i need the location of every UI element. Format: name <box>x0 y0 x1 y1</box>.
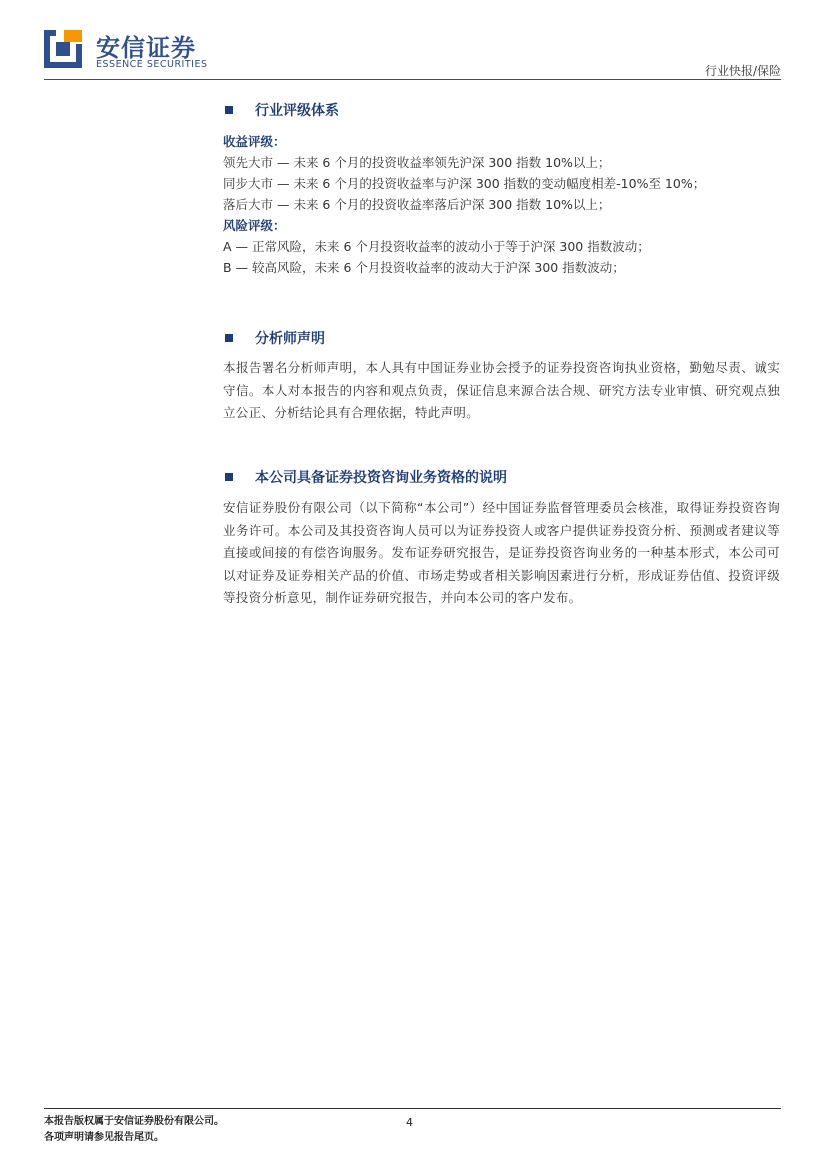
footer-divider <box>44 1108 781 1109</box>
analyst-statement-body: 本报告署名分析师声明，本人具有中国证券业协会授予的证券投资咨询执业资格，勤勉尽责、诚实守信。本人对本报告的内容和观点负责，保证信息来源合法合规、研究方法专业审慎、研究观点独立公正、分析结论具有合理依据，特此声明。 <box>223 360 780 420</box>
analyst-statement-section <box>223 327 780 425</box>
risk-line: A — 正常风险，未来 6 个月投资收益率的波动小于等于沪深 300 指数波动； <box>223 239 650 254</box>
rating-line: 落后大市 — 未来 6 个月的投资收益率落后沪深 300 指数 10%以上； <box>223 197 611 212</box>
company-logo <box>44 28 209 76</box>
rating-line: 领先大市 — 未来 6 个月的投资收益率领先沪深 300 指数 10%以上； <box>223 155 611 170</box>
square-bullet-icon <box>225 106 233 114</box>
section-heading <box>223 466 780 488</box>
header-divider <box>44 79 781 80</box>
section-heading <box>223 99 780 121</box>
square-bullet-icon <box>225 473 233 481</box>
logo-mark-icon <box>44 30 82 68</box>
section-title: 行业评级体系 <box>255 103 339 119</box>
return-rating-heading: 收益评级： <box>223 134 286 149</box>
company-qualification-section <box>223 466 780 610</box>
section-title: 分析师声明 <box>255 331 325 347</box>
logo-chinese-name: 安信证券 <box>96 34 196 62</box>
logo-english-name: ESSENCE SECURITIES <box>96 59 208 70</box>
copyright-notice: 本报告版权属于安信证券股份有限公司。 <box>44 1116 224 1127</box>
company-qualification-body: 安信证券股份有限公司（以下简称“本公司”）经中国证券监督管理委员会核准，取得证券投资咨询业务许可。本公司及其投资咨询人员可以为证券投资人或客户提供证券投资分析、预测或者建议等直接或间接的有偿咨询服务。发布证券研究报告，是证券投资咨询业务的一种基本形式，本公司可以对证券及证券相关产品的价值、市场走势或者相关影响因素进行分析，形成证券估值、投资评级等投资分析意见，制作证券研究报告，并向本公司的客户发布。 <box>223 500 780 605</box>
page-number: 4 <box>406 1116 413 1129</box>
risk-line: B — 较高风险，未来 6 个月投资收益率的波动大于沪深 300 指数波动； <box>223 260 625 275</box>
section-heading <box>223 327 780 349</box>
square-bullet-icon <box>225 334 233 342</box>
disclaimer-note: 各项声明请参见报告尾页。 <box>44 1132 164 1143</box>
rating-system-section <box>223 99 780 278</box>
rating-line: 同步大市 — 未来 6 个月的投资收益率与沪深 300 指数的变动幅度相差-10%至 10%； <box>223 176 706 191</box>
section-title: 本公司具备证券投资咨询业务资格的说明 <box>255 470 507 486</box>
report-category: 行业快报/保险 <box>704 64 781 78</box>
footer-notes <box>44 1114 224 1146</box>
risk-rating-heading: 风险评级： <box>223 218 286 233</box>
